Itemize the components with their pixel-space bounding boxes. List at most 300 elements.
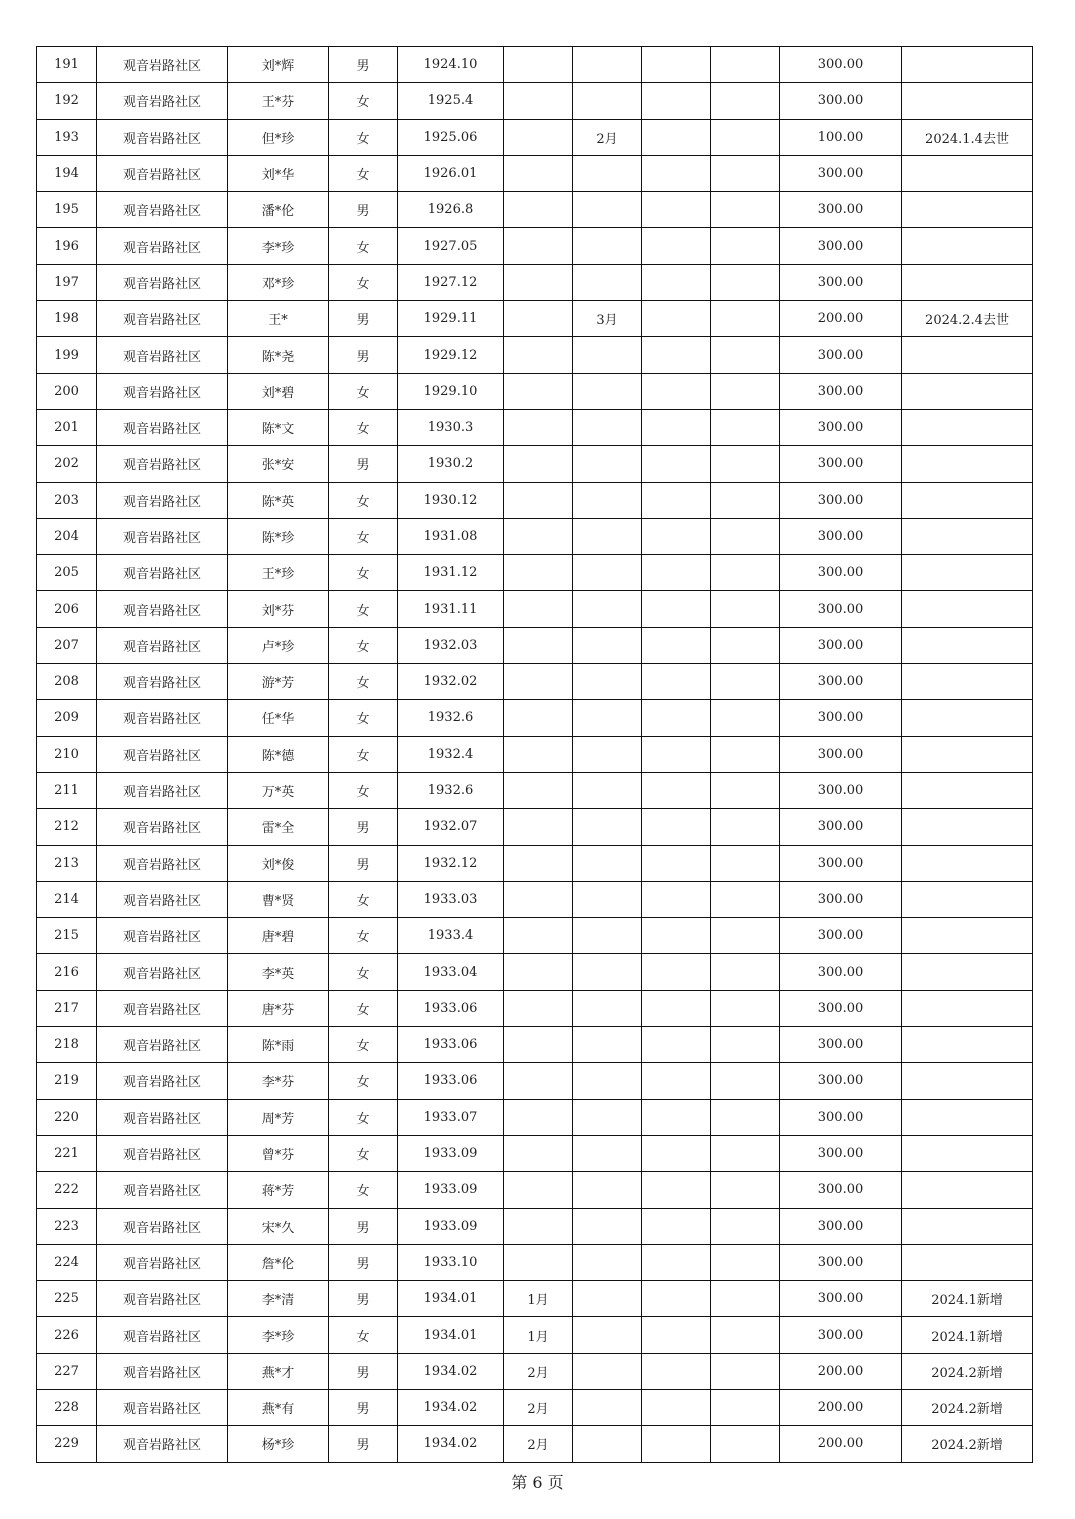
name-cell: 陈*文 — [228, 409, 329, 445]
name-cell: 陈*雨 — [228, 1027, 329, 1063]
serial-number-cell: 191 — [37, 47, 97, 83]
birth-date-cell: 1933.04 — [398, 954, 504, 990]
extra-column-cell — [642, 373, 711, 409]
community-cell: 观音岩路社区 — [97, 482, 228, 518]
serial-number-cell: 215 — [37, 918, 97, 954]
name-cell: 王*珍 — [228, 555, 329, 591]
extra-column-cell — [642, 446, 711, 482]
community-cell: 观音岩路社区 — [97, 192, 228, 228]
table-row — [37, 845, 1033, 881]
community-cell: 观音岩路社区 — [97, 845, 228, 881]
table-row — [37, 881, 1033, 917]
community-cell: 观音岩路社区 — [97, 1281, 228, 1317]
extra-column-cell — [642, 591, 711, 627]
table-row — [37, 1244, 1033, 1280]
month-removed-cell — [573, 918, 642, 954]
amount-cell: 300.00 — [780, 1063, 902, 1099]
remark-cell: 2024.2新增 — [902, 1426, 1033, 1462]
serial-number-cell: 209 — [37, 700, 97, 736]
name-cell: 宋*久 — [228, 1208, 329, 1244]
serial-number-cell: 220 — [37, 1099, 97, 1135]
table-row — [37, 736, 1033, 772]
extra-column-cell-2 — [711, 555, 780, 591]
extra-column-cell-2 — [711, 990, 780, 1026]
community-cell: 观音岩路社区 — [97, 990, 228, 1026]
month-removed-cell — [573, 83, 642, 119]
birth-date-cell: 1931.08 — [398, 518, 504, 554]
extra-column-cell — [642, 155, 711, 191]
community-cell: 观音岩路社区 — [97, 881, 228, 917]
serial-number-cell: 195 — [37, 192, 97, 228]
table-row — [37, 1027, 1033, 1063]
name-cell: 蒋*芳 — [228, 1172, 329, 1208]
remark-cell: 2024.1新增 — [902, 1281, 1033, 1317]
amount-cell: 300.00 — [780, 591, 902, 627]
birth-date-cell: 1933.06 — [398, 990, 504, 1026]
serial-number-cell: 219 — [37, 1063, 97, 1099]
serial-number-cell: 216 — [37, 954, 97, 990]
community-cell: 观音岩路社区 — [97, 155, 228, 191]
birth-date-cell: 1934.02 — [398, 1426, 504, 1462]
gender-cell: 女 — [329, 918, 398, 954]
serial-number-cell: 205 — [37, 555, 97, 591]
serial-number-cell: 228 — [37, 1389, 97, 1425]
amount-cell: 300.00 — [780, 881, 902, 917]
extra-column-cell-2 — [711, 918, 780, 954]
remark-cell — [902, 518, 1033, 554]
gender-cell: 女 — [329, 1027, 398, 1063]
serial-number-cell: 227 — [37, 1353, 97, 1389]
birth-date-cell: 1925.4 — [398, 83, 504, 119]
extra-column-cell-2 — [711, 1099, 780, 1135]
community-cell: 观音岩路社区 — [97, 409, 228, 445]
serial-number-cell: 206 — [37, 591, 97, 627]
extra-column-cell — [642, 954, 711, 990]
community-cell: 观音岩路社区 — [97, 1063, 228, 1099]
serial-number-cell: 223 — [37, 1208, 97, 1244]
month-added-cell — [504, 482, 573, 518]
remark-cell — [902, 192, 1033, 228]
month-added-cell — [504, 1135, 573, 1171]
remark-cell — [902, 627, 1033, 663]
serial-number-cell: 194 — [37, 155, 97, 191]
extra-column-cell-2 — [711, 1063, 780, 1099]
gender-cell: 女 — [329, 83, 398, 119]
table-row — [37, 1135, 1033, 1171]
amount-cell: 200.00 — [780, 1426, 902, 1462]
table-row — [37, 627, 1033, 663]
amount-cell: 300.00 — [780, 1317, 902, 1353]
community-cell: 观音岩路社区 — [97, 1426, 228, 1462]
month-removed-cell — [573, 1317, 642, 1353]
gender-cell: 男 — [329, 845, 398, 881]
month-removed-cell — [573, 1208, 642, 1244]
name-cell: 刘*辉 — [228, 47, 329, 83]
month-removed-cell — [573, 1135, 642, 1171]
extra-column-cell — [642, 772, 711, 808]
month-removed-cell — [573, 228, 642, 264]
month-removed-cell — [573, 1389, 642, 1425]
community-cell: 观音岩路社区 — [97, 1389, 228, 1425]
name-cell: 李*英 — [228, 954, 329, 990]
gender-cell: 男 — [329, 301, 398, 337]
extra-column-cell — [642, 409, 711, 445]
month-removed-cell — [573, 1172, 642, 1208]
month-added-cell: 2月 — [504, 1353, 573, 1389]
extra-column-cell-2 — [711, 518, 780, 554]
table-row — [37, 409, 1033, 445]
extra-column-cell-2 — [711, 954, 780, 990]
remark-cell — [902, 954, 1033, 990]
table-row — [37, 1099, 1033, 1135]
gender-cell: 女 — [329, 954, 398, 990]
serial-number-cell: 204 — [37, 518, 97, 554]
name-cell: 李*芬 — [228, 1063, 329, 1099]
extra-column-cell-2 — [711, 736, 780, 772]
extra-column-cell-2 — [711, 155, 780, 191]
extra-column-cell — [642, 1281, 711, 1317]
gender-cell: 男 — [329, 1389, 398, 1425]
serial-number-cell: 196 — [37, 228, 97, 264]
serial-number-cell: 207 — [37, 627, 97, 663]
month-added-cell — [504, 1063, 573, 1099]
extra-column-cell-2 — [711, 373, 780, 409]
name-cell: 周*芳 — [228, 1099, 329, 1135]
month-added-cell — [504, 228, 573, 264]
serial-number-cell: 218 — [37, 1027, 97, 1063]
birth-date-cell: 1932.12 — [398, 845, 504, 881]
community-cell: 观音岩路社区 — [97, 301, 228, 337]
birth-date-cell: 1933.06 — [398, 1027, 504, 1063]
table-row — [37, 83, 1033, 119]
month-added-cell — [504, 1244, 573, 1280]
community-cell: 观音岩路社区 — [97, 918, 228, 954]
table-row — [37, 1063, 1033, 1099]
gender-cell: 男 — [329, 337, 398, 373]
table-row — [37, 373, 1033, 409]
amount-cell: 300.00 — [780, 518, 902, 554]
community-cell: 观音岩路社区 — [97, 337, 228, 373]
month-removed-cell — [573, 192, 642, 228]
birth-date-cell: 1934.02 — [398, 1389, 504, 1425]
name-cell: 但*珍 — [228, 119, 329, 155]
serial-number-cell: 210 — [37, 736, 97, 772]
amount-cell: 300.00 — [780, 1281, 902, 1317]
remark-cell — [902, 1099, 1033, 1135]
extra-column-cell — [642, 700, 711, 736]
gender-cell: 女 — [329, 264, 398, 300]
table-row — [37, 1389, 1033, 1425]
month-added-cell — [504, 119, 573, 155]
remark-cell — [902, 555, 1033, 591]
name-cell: 游*芳 — [228, 664, 329, 700]
remark-cell — [902, 1172, 1033, 1208]
month-removed-cell — [573, 446, 642, 482]
extra-column-cell-2 — [711, 1135, 780, 1171]
remark-cell: 2024.1.4去世 — [902, 119, 1033, 155]
birth-date-cell: 1926.01 — [398, 155, 504, 191]
amount-cell: 300.00 — [780, 337, 902, 373]
name-cell: 刘*俊 — [228, 845, 329, 881]
month-added-cell — [504, 1208, 573, 1244]
name-cell: 陈*德 — [228, 736, 329, 772]
month-removed-cell — [573, 264, 642, 300]
gender-cell: 女 — [329, 518, 398, 554]
table-row — [37, 1426, 1033, 1462]
gender-cell: 女 — [329, 1099, 398, 1135]
amount-cell: 300.00 — [780, 1244, 902, 1280]
name-cell: 邓*珍 — [228, 264, 329, 300]
remark-cell — [902, 264, 1033, 300]
month-removed-cell — [573, 736, 642, 772]
amount-cell: 300.00 — [780, 1099, 902, 1135]
gender-cell: 女 — [329, 1317, 398, 1353]
serial-number-cell: 217 — [37, 990, 97, 1026]
birth-date-cell: 1929.11 — [398, 301, 504, 337]
month-added-cell — [504, 518, 573, 554]
community-cell: 观音岩路社区 — [97, 1099, 228, 1135]
serial-number-cell: 193 — [37, 119, 97, 155]
amount-cell: 300.00 — [780, 373, 902, 409]
serial-number-cell: 197 — [37, 264, 97, 300]
month-added-cell: 2月 — [504, 1426, 573, 1462]
month-added-cell — [504, 373, 573, 409]
gender-cell: 女 — [329, 736, 398, 772]
name-cell: 李*珍 — [228, 228, 329, 264]
extra-column-cell — [642, 627, 711, 663]
birth-date-cell: 1932.4 — [398, 736, 504, 772]
month-removed-cell — [573, 845, 642, 881]
month-added-cell — [504, 446, 573, 482]
remark-cell — [902, 1208, 1033, 1244]
extra-column-cell — [642, 192, 711, 228]
serial-number-cell: 212 — [37, 809, 97, 845]
month-added-cell — [504, 555, 573, 591]
extra-column-cell — [642, 1208, 711, 1244]
extra-column-cell — [642, 1099, 711, 1135]
name-cell: 陈*尧 — [228, 337, 329, 373]
remark-cell — [902, 845, 1033, 881]
remark-cell — [902, 446, 1033, 482]
name-cell: 唐*芬 — [228, 990, 329, 1026]
community-cell: 观音岩路社区 — [97, 83, 228, 119]
remark-cell — [902, 664, 1033, 700]
name-cell: 陈*珍 — [228, 518, 329, 554]
birth-date-cell: 1933.09 — [398, 1172, 504, 1208]
month-added-cell — [504, 845, 573, 881]
remark-cell — [902, 772, 1033, 808]
extra-column-cell-2 — [711, 700, 780, 736]
amount-cell: 300.00 — [780, 409, 902, 445]
amount-cell: 300.00 — [780, 155, 902, 191]
gender-cell: 女 — [329, 482, 398, 518]
birth-date-cell: 1933.4 — [398, 918, 504, 954]
extra-column-cell-2 — [711, 1317, 780, 1353]
birth-date-cell: 1932.6 — [398, 700, 504, 736]
name-cell: 王*芬 — [228, 83, 329, 119]
remark-cell — [902, 47, 1033, 83]
extra-column-cell — [642, 264, 711, 300]
month-added-cell — [504, 83, 573, 119]
remark-cell: 2024.1新增 — [902, 1317, 1033, 1353]
table-row — [37, 1353, 1033, 1389]
name-cell: 万*英 — [228, 772, 329, 808]
extra-column-cell-2 — [711, 881, 780, 917]
gender-cell: 女 — [329, 373, 398, 409]
month-added-cell — [504, 990, 573, 1026]
gender-cell: 女 — [329, 1172, 398, 1208]
amount-cell: 300.00 — [780, 664, 902, 700]
table-row — [37, 772, 1033, 808]
extra-column-cell — [642, 809, 711, 845]
community-cell: 观音岩路社区 — [97, 664, 228, 700]
extra-column-cell-2 — [711, 337, 780, 373]
extra-column-cell-2 — [711, 664, 780, 700]
gender-cell: 男 — [329, 47, 398, 83]
community-cell: 观音岩路社区 — [97, 736, 228, 772]
birth-date-cell: 1931.11 — [398, 591, 504, 627]
amount-cell: 300.00 — [780, 1208, 902, 1244]
remark-cell — [902, 83, 1033, 119]
gender-cell: 男 — [329, 1353, 398, 1389]
page-number: 第 6 页 — [511, 1473, 564, 1492]
extra-column-cell-2 — [711, 192, 780, 228]
month-added-cell — [504, 954, 573, 990]
gender-cell: 女 — [329, 555, 398, 591]
serial-number-cell: 208 — [37, 664, 97, 700]
gender-cell: 女 — [329, 1135, 398, 1171]
birth-date-cell: 1931.12 — [398, 555, 504, 591]
amount-cell: 300.00 — [780, 845, 902, 881]
community-cell: 观音岩路社区 — [97, 591, 228, 627]
extra-column-cell-2 — [711, 301, 780, 337]
table-row — [37, 47, 1033, 83]
gender-cell: 男 — [329, 446, 398, 482]
table-row — [37, 1208, 1033, 1244]
table-row — [37, 1281, 1033, 1317]
extra-column-cell — [642, 736, 711, 772]
table-row — [37, 591, 1033, 627]
gender-cell: 女 — [329, 119, 398, 155]
table-row — [37, 264, 1033, 300]
name-cell: 刘*华 — [228, 155, 329, 191]
remark-cell — [902, 1244, 1033, 1280]
table-row — [37, 228, 1033, 264]
birth-date-cell: 1929.12 — [398, 337, 504, 373]
table-row — [37, 337, 1033, 373]
subsidy-roster-table — [36, 46, 1033, 1463]
extra-column-cell — [642, 518, 711, 554]
serial-number-cell: 221 — [37, 1135, 97, 1171]
remark-cell — [902, 809, 1033, 845]
birth-date-cell: 1933.06 — [398, 1063, 504, 1099]
extra-column-cell — [642, 83, 711, 119]
extra-column-cell-2 — [711, 119, 780, 155]
extra-column-cell — [642, 1317, 711, 1353]
amount-cell: 300.00 — [780, 990, 902, 1026]
name-cell: 燕*有 — [228, 1389, 329, 1425]
extra-column-cell — [642, 1172, 711, 1208]
month-added-cell — [504, 627, 573, 663]
month-removed-cell — [573, 373, 642, 409]
name-cell: 雷*全 — [228, 809, 329, 845]
community-cell: 观音岩路社区 — [97, 809, 228, 845]
month-added-cell: 1月 — [504, 1281, 573, 1317]
extra-column-cell-2 — [711, 1208, 780, 1244]
serial-number-cell: 214 — [37, 881, 97, 917]
name-cell: 李*珍 — [228, 1317, 329, 1353]
amount-cell: 300.00 — [780, 1172, 902, 1208]
extra-column-cell — [642, 301, 711, 337]
extra-column-cell — [642, 228, 711, 264]
community-cell: 观音岩路社区 — [97, 518, 228, 554]
remark-cell: 2024.2新增 — [902, 1353, 1033, 1389]
table-row — [37, 809, 1033, 845]
month-removed-cell — [573, 1063, 642, 1099]
month-added-cell — [504, 1099, 573, 1135]
serial-number-cell: 211 — [37, 772, 97, 808]
birth-date-cell: 1932.03 — [398, 627, 504, 663]
month-removed-cell — [573, 954, 642, 990]
extra-column-cell-2 — [711, 809, 780, 845]
extra-column-cell — [642, 664, 711, 700]
birth-date-cell: 1930.3 — [398, 409, 504, 445]
remark-cell — [902, 409, 1033, 445]
name-cell: 燕*才 — [228, 1353, 329, 1389]
extra-column-cell — [642, 1353, 711, 1389]
serial-number-cell: 213 — [37, 845, 97, 881]
table-row — [37, 518, 1033, 554]
extra-column-cell-2 — [711, 482, 780, 518]
month-removed-cell: 2月 — [573, 119, 642, 155]
community-cell: 观音岩路社区 — [97, 555, 228, 591]
name-cell: 陈*英 — [228, 482, 329, 518]
month-removed-cell — [573, 664, 642, 700]
birth-date-cell: 1933.07 — [398, 1099, 504, 1135]
community-cell: 观音岩路社区 — [97, 700, 228, 736]
table-row — [37, 119, 1033, 155]
name-cell: 刘*碧 — [228, 373, 329, 409]
amount-cell: 300.00 — [780, 1135, 902, 1171]
month-removed-cell — [573, 700, 642, 736]
name-cell: 李*清 — [228, 1281, 329, 1317]
remark-cell — [902, 918, 1033, 954]
remark-cell: 2024.2新增 — [902, 1389, 1033, 1425]
name-cell: 詹*伦 — [228, 1244, 329, 1280]
month-removed-cell — [573, 155, 642, 191]
name-cell: 卢*珍 — [228, 627, 329, 663]
birth-date-cell: 1932.02 — [398, 664, 504, 700]
month-added-cell — [504, 881, 573, 917]
extra-column-cell-2 — [711, 1281, 780, 1317]
birth-date-cell: 1933.03 — [398, 881, 504, 917]
month-removed-cell — [573, 337, 642, 373]
community-cell: 观音岩路社区 — [97, 373, 228, 409]
table-row — [37, 700, 1033, 736]
birth-date-cell: 1934.01 — [398, 1317, 504, 1353]
extra-column-cell — [642, 881, 711, 917]
name-cell: 王* — [228, 301, 329, 337]
amount-cell: 300.00 — [780, 627, 902, 663]
birth-date-cell: 1924.10 — [398, 47, 504, 83]
amount-cell: 300.00 — [780, 736, 902, 772]
extra-column-cell-2 — [711, 1244, 780, 1280]
serial-number-cell: 192 — [37, 83, 97, 119]
remark-cell — [902, 155, 1033, 191]
serial-number-cell: 225 — [37, 1281, 97, 1317]
birth-date-cell: 1932.07 — [398, 809, 504, 845]
amount-cell: 300.00 — [780, 228, 902, 264]
